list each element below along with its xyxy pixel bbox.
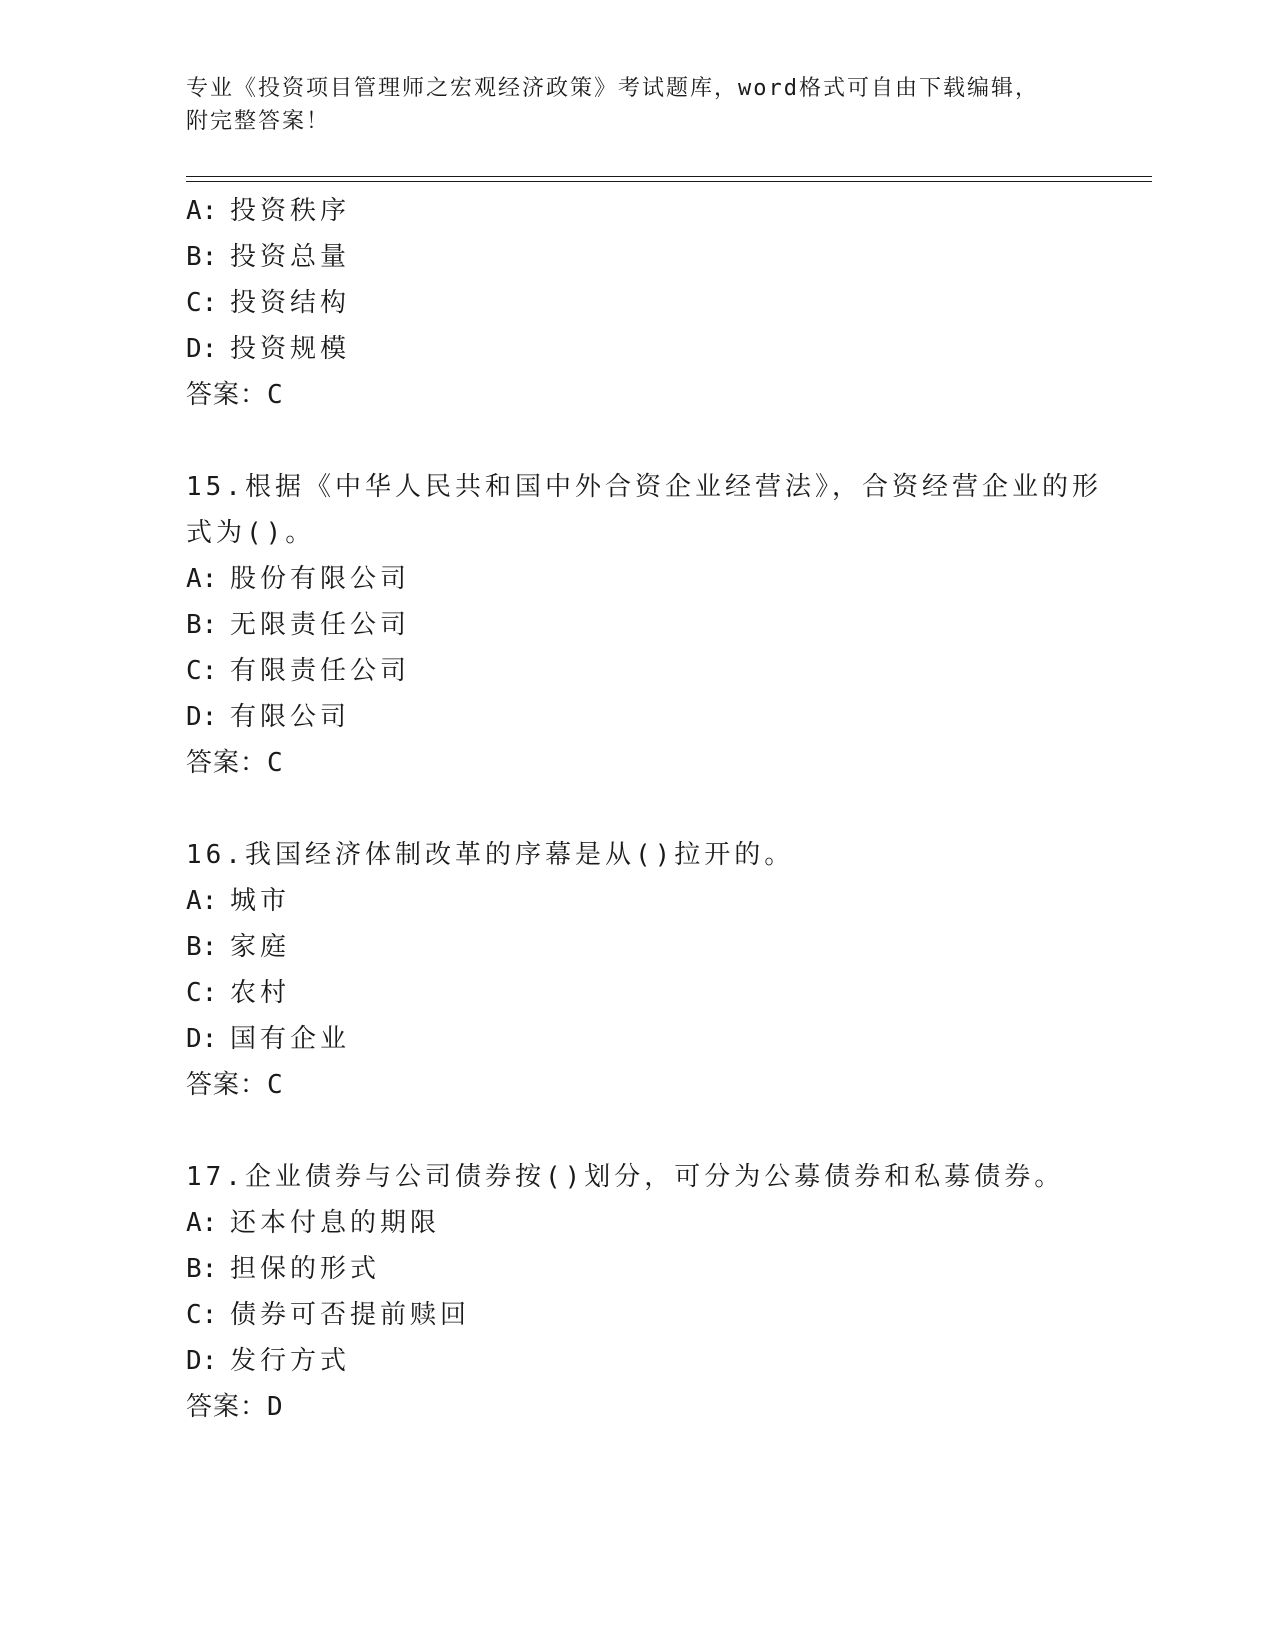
option-a: [186, 878, 1086, 924]
option-b: [186, 602, 1086, 648]
option-key: B:: [186, 610, 218, 640]
answer-value: C: [267, 748, 284, 778]
option-text: 家庭: [230, 932, 291, 962]
option-key: D:: [186, 702, 218, 732]
answer-line: [186, 372, 1086, 418]
question-list: [186, 188, 1102, 1430]
question-block-17: [186, 1154, 1086, 1430]
answer-label: 答案：: [186, 380, 268, 410]
header-line-1: 专业《投资项目管理师之宏观经济政策》考试题库，word格式可自由下载编辑，: [186, 76, 1039, 101]
option-text: 投资总量: [230, 242, 351, 272]
option-key: A:: [186, 196, 218, 226]
option-d: [186, 326, 1086, 372]
answer-value: C: [267, 1070, 284, 1100]
option-text: 债券可否提前赎回: [230, 1300, 471, 1330]
answer-line: [186, 740, 1086, 786]
option-text: 城市: [230, 886, 291, 916]
option-b: [186, 234, 1086, 280]
option-text: 投资结构: [230, 288, 351, 318]
option-text: 发行方式: [230, 1346, 351, 1376]
option-key: A:: [186, 886, 218, 916]
option-key: B:: [186, 1254, 218, 1284]
option-text: 股份有限公司: [230, 564, 411, 594]
option-key: C:: [186, 978, 218, 1008]
option-text: 农村: [230, 978, 291, 1008]
option-key: A:: [186, 564, 218, 594]
option-text: 投资秩序: [230, 196, 351, 226]
answer-line: [186, 1062, 1086, 1108]
option-a: [186, 1200, 1086, 1246]
option-b: [186, 1246, 1086, 1292]
option-text: 担保的形式: [230, 1254, 381, 1284]
question-stem-line: 式为()。: [186, 518, 316, 548]
option-d: [186, 694, 1086, 740]
spacer: [186, 418, 1086, 464]
spacer: [186, 786, 1086, 832]
option-key: C:: [186, 288, 218, 318]
answer-label: 答案：: [186, 1070, 268, 1100]
option-c: [186, 1292, 1086, 1338]
answer-label: 答案：: [186, 1392, 268, 1422]
option-c: [186, 648, 1086, 694]
answer-label: 答案：: [186, 748, 268, 778]
option-a: [186, 188, 1086, 234]
option-a: [186, 556, 1086, 602]
spacer: [186, 1108, 1086, 1154]
option-text: 投资规模: [230, 334, 351, 364]
header-line-2: 附完整答案！: [186, 109, 331, 134]
option-text: 无限责任公司: [230, 610, 411, 640]
option-d: [186, 1016, 1086, 1062]
option-text: 还本付息的期限: [230, 1208, 441, 1238]
question-stem-line: 17.企业债券与公司债券按()划分，可分为公募债券和私募债券。: [186, 1162, 1065, 1192]
option-key: D:: [186, 1024, 218, 1054]
option-key: B:: [186, 242, 218, 272]
option-key: D:: [186, 334, 218, 364]
question-block-15: [186, 464, 1102, 786]
option-b: [186, 924, 1086, 970]
option-key: C:: [186, 656, 218, 686]
question-stem-line: 16.我国经济体制改革的序幕是从()拉开的。: [186, 840, 795, 870]
option-key: B:: [186, 932, 218, 962]
option-d: [186, 1338, 1086, 1384]
option-text: 国有企业: [230, 1024, 351, 1054]
document-header: [186, 72, 1086, 138]
question-block-continued: [186, 188, 1086, 418]
question-block-16: [186, 832, 1086, 1108]
option-c: [186, 970, 1086, 1016]
header-rule-bottom: [186, 181, 1152, 182]
option-c: [186, 280, 1086, 326]
option-key: D:: [186, 1346, 218, 1376]
header-rule-top: [186, 176, 1152, 177]
question-stem-line: 15.根据《中华人民共和国中外合资企业经营法》，合资经营企业的形: [186, 472, 1102, 502]
answer-value: C: [267, 380, 284, 410]
option-key: A:: [186, 1208, 218, 1238]
option-key: C:: [186, 1300, 218, 1330]
answer-value: D: [267, 1392, 284, 1422]
option-text: 有限责任公司: [230, 656, 411, 686]
answer-line: [186, 1384, 1086, 1430]
option-text: 有限公司: [230, 702, 351, 732]
